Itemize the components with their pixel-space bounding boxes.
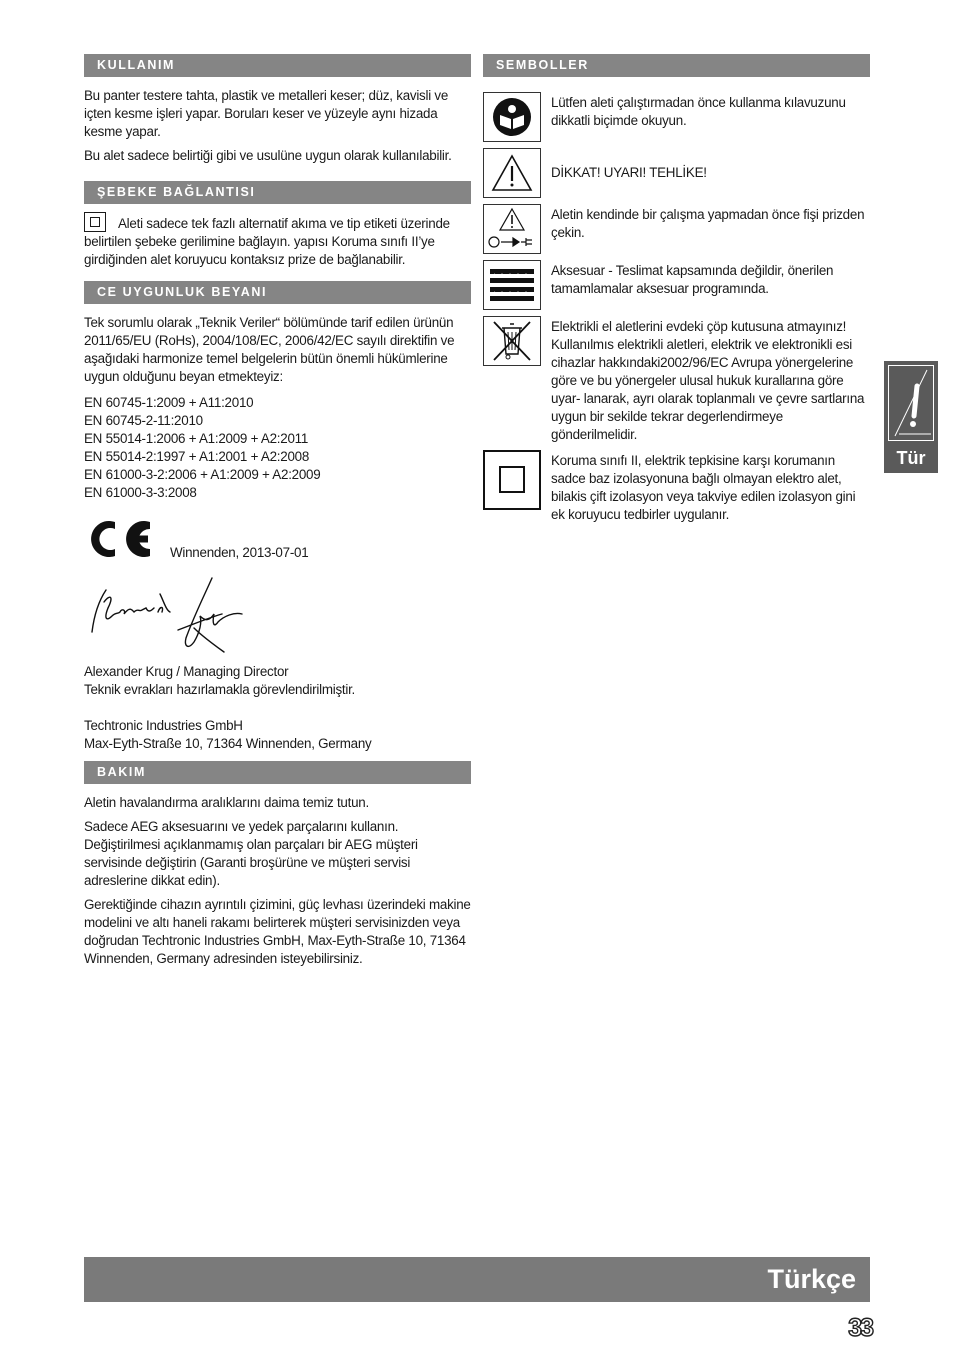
left-column: [84, 54, 471, 974]
standard-item: EN 61000-3-3:2008: [84, 485, 197, 500]
protection-class-2-icon: [84, 212, 106, 232]
symbol-row: [483, 260, 870, 310]
symbol-text: Aletin kendinde bir çalışma yapmadan önce fişi prizden çekin.: [551, 207, 865, 240]
standards-list: [84, 394, 471, 502]
ce-date: Winnenden, 2013-07-01: [170, 545, 309, 560]
section-heading-kullanim: KULLANIM: [84, 54, 471, 77]
bakim-paragraph-2: Sadece AEG aksesuarını ve yedek parçalarını kullanın. Değiştirilmesi açıklanmamış olan parçaları bir AEG müşteri servisinde değiştirin (Garanti broşürüne ve müşteri servisi adreslerine dikkat edin).: [84, 819, 418, 888]
saw-blades-icon: [483, 260, 541, 310]
ce-row: [84, 516, 471, 562]
ce-intro: Tek sorumlu olarak „Teknik Veriler“ bölümünde tarif edilen ürünün 2011/65/EU (RoHs), 2004/108/EC, 2006/42/EC sayılı direktifin ve aşağıdaki harmonize temel belgelerin bütün önemli hükümlerine uygun olduğunu beyan etmekteyiz:: [84, 315, 455, 384]
sebeke-paragraph: [84, 212, 471, 269]
kullanim-paragraph-1: Bu panter testere tahta, plastik ve metalleri keser; düz, kavisli ve içten kesme işleri yapar. Boruları keser ve yüzeyle aynı hizada kesme yapar.: [84, 88, 449, 139]
signer-block: [84, 663, 471, 699]
warning-triangle-icon: [483, 148, 541, 198]
symbol-text: DİKKAT! UYARI! TEHLİKE!: [551, 165, 707, 180]
symbol-row: [483, 450, 870, 524]
page-number: 33: [848, 1314, 872, 1342]
bakim-paragraph-3: Gerektiğinde cihazın ayrıntılı çizimini, güç levhası üzerindeki makine modelini ve altı haneli rakamı belirterek müşteri servisinizden veya doğrudan Techtronic Industries GmbH, Max-Eyth-Straße 10, 71364 Winnenden, Germany adresinden isteyebilirsiniz.: [84, 897, 471, 966]
company-block: [84, 717, 471, 753]
unplug-icon: [483, 204, 541, 254]
signature-icon: [84, 572, 264, 656]
language-side-tab: [884, 361, 938, 473]
company-address: Max-Eyth-Straße 10, 71364 Winnenden, Germany: [84, 736, 372, 751]
section-heading-sebeke: ŞEBEKE BAĞLANTISI: [84, 181, 471, 204]
standard-item: EN 61000-3-2:2006 + A1:2009 + A2:2009: [84, 467, 321, 482]
right-column: [483, 54, 870, 530]
side-tab-label: Tür: [896, 448, 926, 468]
kullanim-paragraph-2: Bu alet sadece belirtiği gibi ve usulüne uygun olarak kullanılabilir.: [84, 148, 452, 163]
signer-note: Teknik evrakları hazırlamakla görevlendirilmiştir.: [84, 682, 356, 697]
symbol-text: Elektrikli el aletlerini evdeki çöp kutusuna atmayınız! Kullanılmıs elektrikli aletleri, elektrik ve elektronikli esi cihazlar hakkındaki2002/96/EC Avrupa yönergelerine göre ve bu yönergeler ulusal hukuk kurallarına göre uyar- lanarak, ayrı olarak toplanmalı ve çevre sartlarına uygun bir sekilde tekrar degerlendirmeye gönderilmelidir.: [551, 319, 865, 442]
section-heading-semboller: SEMBOLLER: [483, 54, 870, 77]
standard-item: EN 55014-2:1997 + A1:2001 + A2:2008: [84, 449, 310, 464]
symbol-row: [483, 204, 870, 254]
standard-item: EN 55014-1:2006 + A1:2009 + A2:2011: [84, 431, 309, 446]
language-footer-bar: [84, 1257, 870, 1302]
standard-item: EN 60745-1:2009 + A11:2010: [84, 395, 254, 410]
signer-name: Alexander Krug / Managing Director: [84, 664, 289, 679]
symbol-row: [483, 316, 870, 444]
bakim-paragraph-1: Aletin havalandırma aralıklarını daima temiz tutun.: [84, 795, 369, 810]
section-heading-ce: CE UYGUNLUK BEYANI: [84, 281, 471, 304]
symbol-row: [483, 92, 870, 142]
crossed-bin-icon: [483, 316, 541, 366]
protection-class-2-icon: [483, 450, 541, 510]
section-heading-bakim: BAKIM: [84, 761, 471, 784]
sebeke-text: Aleti sadece tek fazlı alternatif akıma ve tip etiketi üzerinde belirtilen şebeke gerilimine bağlayın. yapısı Koruma sınıfı II’ye girdiğinden alet koruyucu kontaksız prize de bağlanabilir.: [84, 216, 450, 267]
symbol-row: [483, 148, 870, 198]
company-name: Techtronic Industries GmbH: [84, 718, 243, 733]
symbol-text: Aksesuar - Teslimat kapsamında değildir, önerilen tamamlamalar aksesuar programında.: [551, 263, 834, 296]
language-title: Türkçe: [767, 1264, 856, 1294]
warning-icon: [888, 365, 934, 441]
read-manual-icon: [483, 92, 541, 142]
standard-item: EN 60745-2-11:2010: [84, 413, 203, 428]
symbol-text: Lütfen aleti çalıştırmadan önce kullanma kılavuzunu dikkatli biçimde okuyun.: [551, 95, 846, 128]
ce-mark-icon: [84, 516, 154, 562]
symbol-text: Koruma sınıfı II, elektrik tepkisine karşı korumanın sadce baz izolasyonuna bağlı olmayan elektro alet, bilakis çift izolasyon veya takviye edilen izolasyon gini ek koruyucu tedbirler uygulanır.: [551, 453, 856, 522]
